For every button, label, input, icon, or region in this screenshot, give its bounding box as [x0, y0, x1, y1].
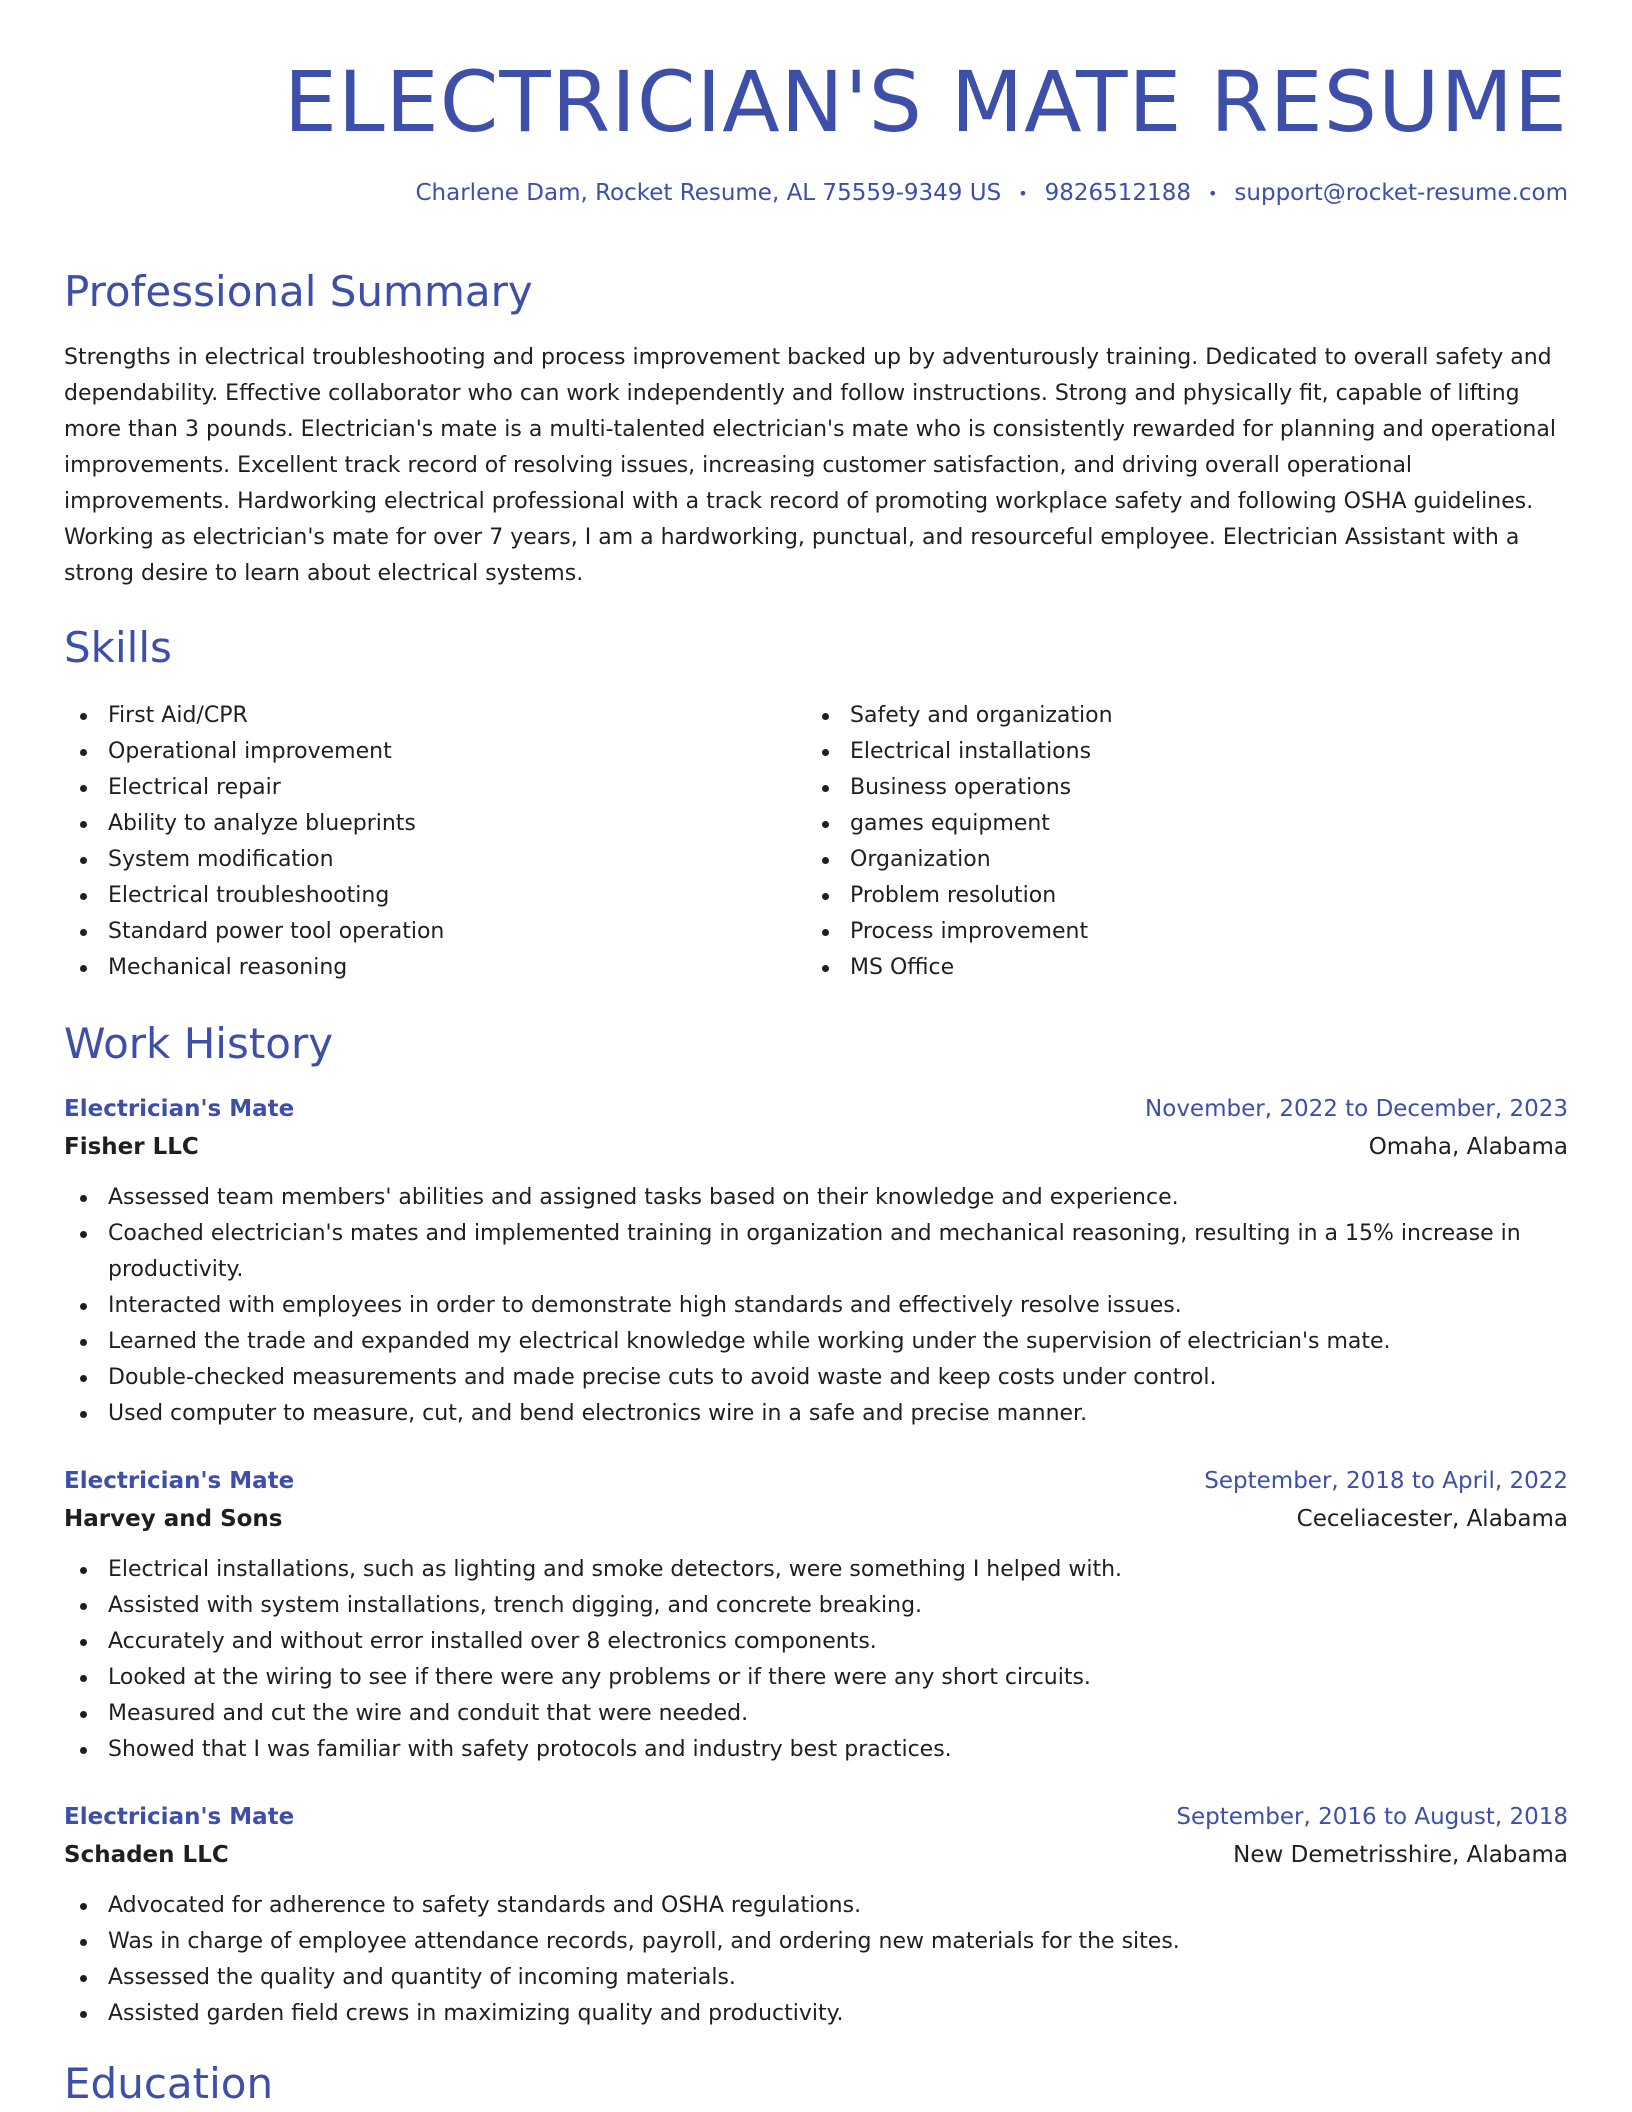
skill-item: Electrical repair	[64, 770, 806, 806]
skill-item: System modification	[64, 842, 806, 878]
skill-item: Electrical installations	[806, 734, 1548, 770]
job-entry	[64, 1462, 1568, 1768]
job-duty: Assisted garden field crews in maximizing quality and productivity.	[64, 1996, 1568, 2032]
contact-address: Charlene Dam, Rocket Resume, AL 75559-9349 US	[415, 180, 1002, 206]
job-dates: November, 2022 to December, 2023	[1145, 1095, 1568, 1122]
job-location: Ceceliacester, Alabama	[1296, 1505, 1568, 1532]
contact-line	[64, 178, 1568, 209]
job-duties-list	[64, 1888, 1568, 2032]
job-duty: Coached electrician's mates and implemented training in organization and mechanical reasoning, resulting in a 15% increase in productivity.	[64, 1216, 1568, 1288]
skill-item: Organization	[806, 842, 1548, 878]
skill-item: Mechanical reasoning	[64, 950, 806, 986]
job-duty: Learned the trade and expanded my electrical knowledge while working under the supervision of electrician's mate.	[64, 1324, 1568, 1360]
job-duty: Assisted with system installations, trench digging, and concrete breaking.	[64, 1588, 1568, 1624]
job-duty: Assessed the quality and quantity of incoming materials.	[64, 1960, 1568, 1996]
job-duty: Used computer to measure, cut, and bend electronics wire in a safe and precise manner.	[64, 1396, 1568, 1432]
job-duty: Measured and cut the wire and conduit that were needed.	[64, 1696, 1568, 1732]
skill-item: Operational improvement	[64, 734, 806, 770]
skills-heading: Skills	[64, 622, 172, 672]
job-duty: Advocated for adherence to safety standards and OSHA regulations.	[64, 1888, 1568, 1924]
job-duty: Was in charge of employee attendance records, payroll, and ordering new materials for the sites.	[64, 1924, 1568, 1960]
job-employer-row	[64, 1836, 1568, 1874]
job-header-row	[64, 1090, 1568, 1128]
contact-separator: •	[1018, 183, 1028, 203]
job-title: Electrician's Mate	[64, 1803, 295, 1830]
job-header-row	[64, 1462, 1568, 1500]
job-company: Harvey and Sons	[64, 1505, 283, 1532]
job-company: Fisher LLC	[64, 1133, 199, 1160]
skill-item: Process improvement	[806, 914, 1548, 950]
contact-separator: •	[1207, 183, 1218, 203]
skills-column-left	[64, 698, 806, 986]
summary-heading: Professional Summary	[64, 266, 533, 316]
skill-item: First Aid/CPR	[64, 698, 806, 734]
skill-item: Safety and organization	[806, 698, 1548, 734]
skill-item: Business operations	[806, 770, 1548, 806]
job-header-row	[64, 1798, 1568, 1836]
skills-column-right	[806, 698, 1548, 986]
skill-item: Electrical troubleshooting	[64, 878, 806, 914]
job-duties-list	[64, 1552, 1568, 1768]
resume-page	[64, 0, 1568, 2110]
resume-title: ELECTRICIAN'S MATE RESUME	[283, 53, 1568, 151]
job-location: Omaha, Alabama	[1368, 1133, 1568, 1160]
job-employer-row	[64, 1500, 1568, 1538]
job-dates: September, 2018 to April, 2022	[1204, 1467, 1568, 1494]
job-duties-list	[64, 1180, 1568, 1432]
job-duty: Double-checked measurements and made precise cuts to avoid waste and keep costs under control.	[64, 1360, 1568, 1396]
job-entry	[64, 1090, 1568, 1432]
skill-item: games equipment	[806, 806, 1548, 842]
skills-list	[64, 698, 1568, 986]
job-title: Electrician's Mate	[64, 1467, 295, 1494]
job-title: Electrician's Mate	[64, 1095, 295, 1122]
job-duty: Electrical installations, such as lighting and smoke detectors, were something I helped with.	[64, 1552, 1568, 1588]
job-dates: September, 2016 to August, 2018	[1176, 1803, 1568, 1830]
job-entry	[64, 1798, 1568, 2032]
job-location: New Demetrisshire, Alabama	[1233, 1841, 1568, 1868]
summary-text: Strengths in electrical troubleshooting and process improvement backed up by adventurously training. Dedicated to overall safety and dependability. Effective collaborator who can work independently and follow instructions. Strong and physically fit, capable of lifting more than 3 pounds. Electrician's mate is a multi-talented electrician's mate who is consistently rewarded for planning and operational improvements. Excellent track record of resolving issues, increasing customer satisfaction, and driving overall operational improvements. Hardworking electrical professional with a track record of promoting workplace safety and following OSHA guidelines. Working as electrician's mate for over 7 years, I am a hardworking, punctual, and resourceful employee. Electrician Assistant with a strong desire to learn about electrical systems.	[64, 344, 1556, 586]
job-company: Schaden LLC	[64, 1841, 229, 1868]
job-duty: Looked at the wiring to see if there were any problems or if there were any short circuits.	[64, 1660, 1568, 1696]
skill-item: Standard power tool operation	[64, 914, 806, 950]
job-duty: Accurately and without error installed over 8 electronics components.	[64, 1624, 1568, 1660]
contact-email[interactable]: support@rocket-resume.com	[1234, 180, 1568, 206]
skill-item: Problem resolution	[806, 878, 1548, 914]
work-history-heading: Work History	[64, 1018, 334, 1068]
job-duty: Assessed team members' abilities and assigned tasks based on their knowledge and experience.	[64, 1180, 1568, 1216]
job-employer-row	[64, 1128, 1568, 1166]
contact-phone: 9826512188	[1044, 180, 1191, 206]
skill-item: Ability to analyze blueprints	[64, 806, 806, 842]
skill-item: MS Office	[806, 950, 1548, 986]
job-duty: Showed that I was familiar with safety protocols and industry best practices.	[64, 1732, 1568, 1768]
job-duty: Interacted with employees in order to demonstrate high standards and effectively resolve issues.	[64, 1288, 1568, 1324]
education-heading: Education	[64, 2058, 274, 2108]
